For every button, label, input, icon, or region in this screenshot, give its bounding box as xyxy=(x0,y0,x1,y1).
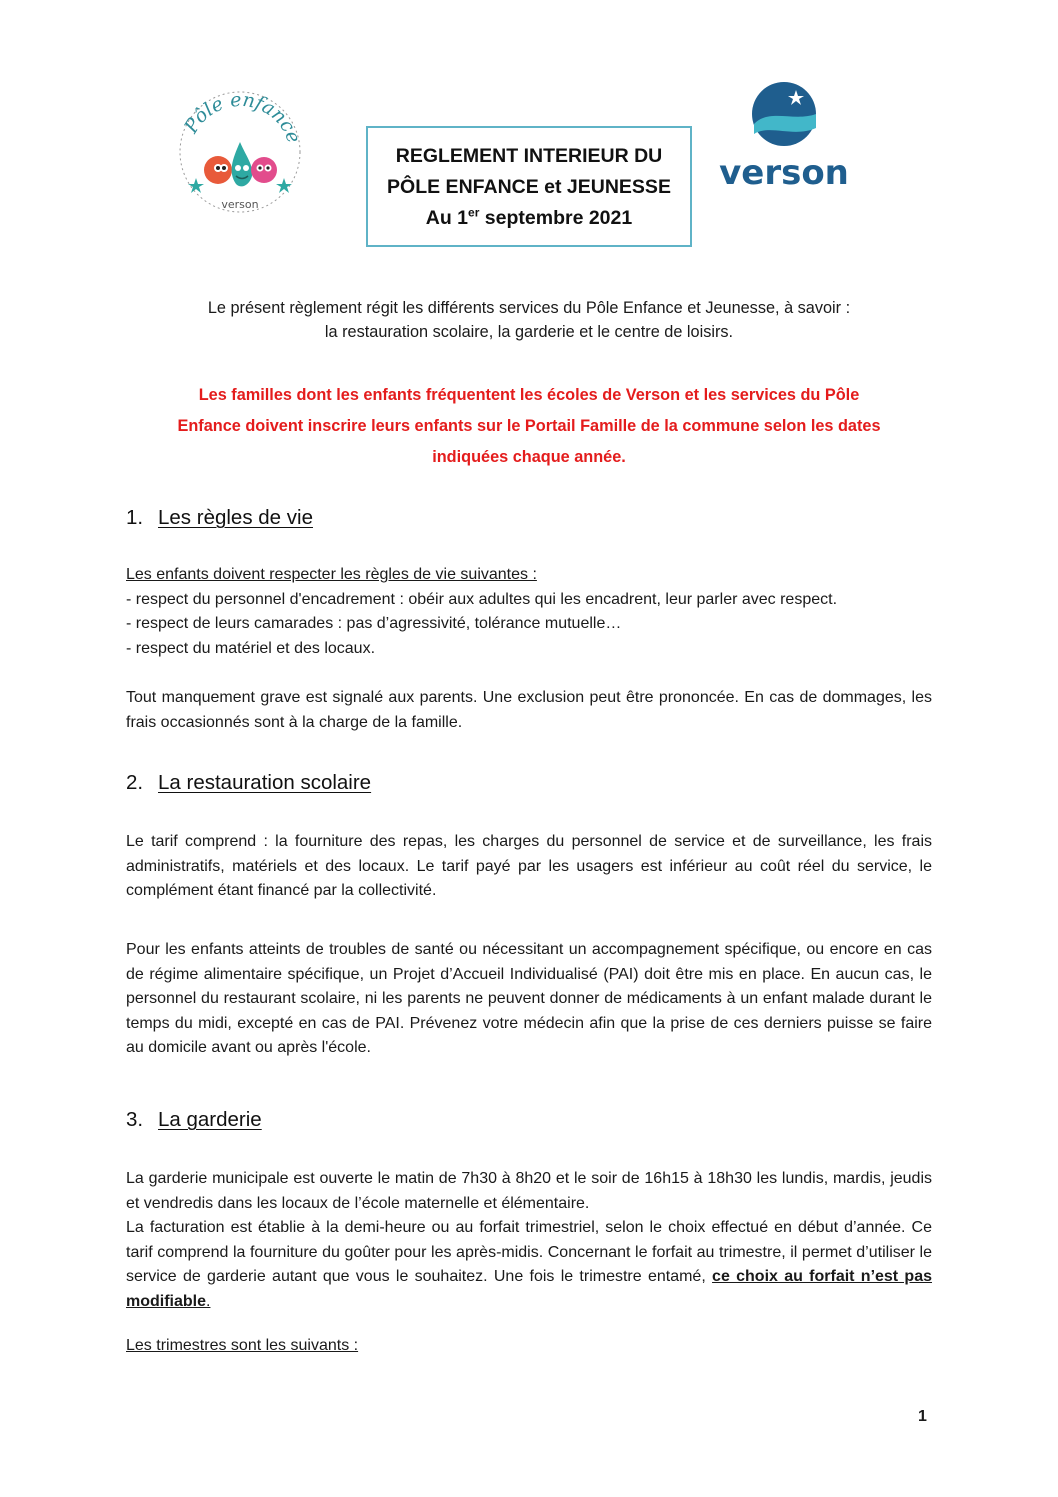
document-title-box xyxy=(366,126,692,247)
page-number: 1 xyxy=(918,1408,927,1425)
section-1-heading: 1. Les règles de vie xyxy=(126,506,313,529)
pole-enfance-logo xyxy=(170,80,310,220)
trimesters-heading: Les trimestres sont les suivants : xyxy=(126,1337,359,1354)
section-2-paragraph-2: Pour les enfants atteints de troubles de santé ou nécessitant un accompagnement spécifique, ou encore en cas de régime alimentaire spécifique, un Projet d’Accueil Individualisé (PAI) doit être mis en place. En aucun cas, le personnel du restaurant scolaire, ni les parents ne peuvent donner de médicaments à un enfant malade durant le temps du midi, excepté en cas de PAI. Prévenez votre médecin afin que la prise de ces derniers puisse se faire au domicile avant ou après l'école. xyxy=(126,941,932,1056)
title-line-3: Au 1er septembre 2021 xyxy=(425,205,633,229)
section-2-heading: 2. La restauration scolaire xyxy=(126,771,372,794)
section-1-paragraph: Tout manquement grave est signalé aux parents. Une exclusion peut être prononcée. En cas de dommages, les frais occasionnés sont à la charge de la famille. xyxy=(126,689,932,731)
section-3-paragraph-1: La garderie municipale est ouverte le matin de 7h30 à 8h20 et le soir de 16h15 à 18h30 les lundis, mardis, jeudis et vendredis dans les locaux de l’école maternelle et élémentaire. xyxy=(126,1170,932,1212)
logo-right-text: verson xyxy=(719,153,849,193)
title-line-1: REGLEMENT INTERIEUR DU xyxy=(395,145,663,167)
rules-heading: Les enfants doivent respecter les règles de vie suivantes : xyxy=(126,566,537,583)
rule-item: - respect de leurs camarades : pas d’agressivité, tolérance mutuelle… xyxy=(126,615,622,632)
non-modifiable-notice: ce choix au forfait n’est pas modifiable xyxy=(126,1268,932,1310)
section-3-heading: 3. La garderie xyxy=(126,1108,262,1131)
title-line-2: PÔLE ENFANCE et JEUNESSE xyxy=(387,176,671,198)
section-3-paragraph-2: La facturation est établie à la demi-heure ou au forfait trimestriel, selon le choix effectué en début d’année. Ce tarif comprend la fourniture du goûter pour les après-midis. Concernant le forfait au trimestre, il permet d’utiliser le service de garderie autant que vous le souhaitez. Une fois le trimestre entamé, ce choix au forfait n’est pas modifiable. xyxy=(126,1219,932,1310)
rules-list xyxy=(126,563,946,661)
intro-paragraph: Le présent règlement régit les différents services du Pôle Enfance et Jeunesse, à savoir : la restauration scolaire, la garderie et le centre de loisirs. xyxy=(207,299,851,341)
logo-left-sub: verson xyxy=(221,198,259,211)
rule-item: - respect du matériel et des locaux. xyxy=(126,639,376,657)
logo-left-text: Pôle enfance xyxy=(180,88,305,146)
verson-logo xyxy=(714,78,854,196)
rule-item: - respect du personnel d'encadrement : obéir aux adultes qui les encadrent, leur parler avec respect. xyxy=(126,590,838,608)
registration-notice: Les familles dont les enfants fréquentent les écoles de Verson et les services du Pôle Enfance doivent inscrire leurs enfants sur le Portail Famille de la commune selon les dates indiquées chaque année. xyxy=(177,386,881,466)
svg-text:Pôle enfance xyxy=(180,89,305,146)
section-2-paragraph-1: Le tarif comprend : la fourniture des repas, les charges du personnel de service et de surveillance, les frais administratifs, matériels et des locaux. Le tarif payé par les usagers est inférieur au coût réel du service, le complément étant financé par la collectivité. xyxy=(126,833,932,899)
